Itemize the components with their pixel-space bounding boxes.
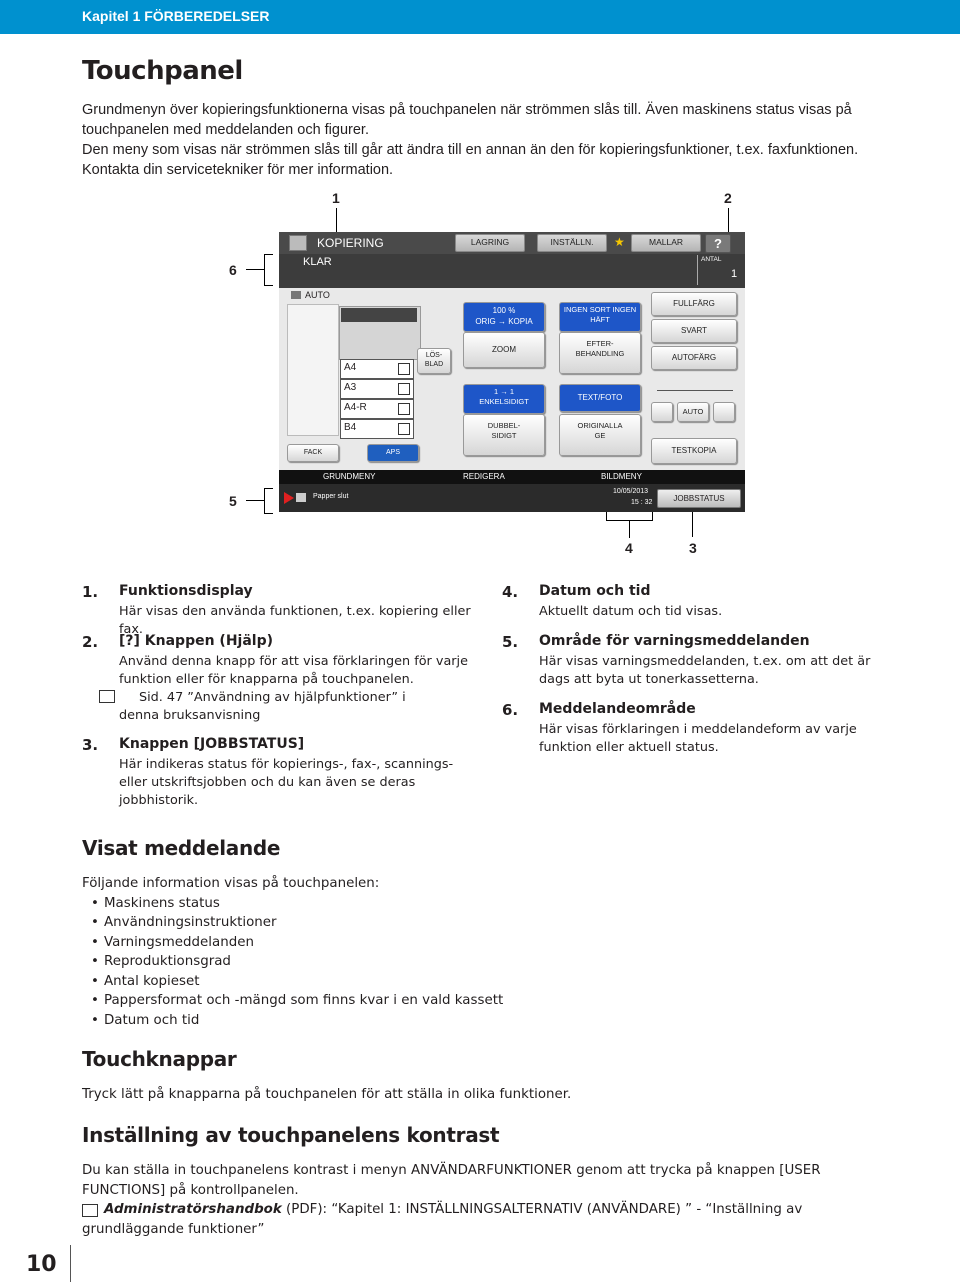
paper-icon	[398, 363, 410, 375]
copy-icon	[289, 235, 307, 251]
item-text: Här visas förklaringen i meddelandeform av varje funktion eller aktuell status.	[539, 722, 857, 755]
bracket-6	[264, 254, 273, 286]
visat-bullet-list	[82, 894, 882, 1031]
callout-6: 6	[229, 262, 237, 278]
item-text: Här visas den använda funktionen, t.ex. kopiering eller fax.	[119, 604, 471, 637]
tray-2[interactable]	[340, 379, 414, 399]
mode-title: KOPIERING	[317, 236, 384, 250]
intro-paragraph: Den meny som visas när strömmen slås till går att ändra till en annan än den för kopieringsfunktioner, t.ex. faxfunktionen. Kontakta din servicetekniker för mer information.	[82, 142, 859, 178]
tab-lagring[interactable]: LAGRING	[455, 234, 525, 252]
ref-rest: (PDF): “Kapitel 1: INSTÄLLNINGSALTERNATIV (ANVÄNDARE) ” - “Inställning av grundläggande funktioner”	[82, 1202, 803, 1237]
help-button[interactable]: ?	[705, 234, 731, 253]
list-item: • Användningsinstruktioner	[82, 913, 882, 933]
kontrast-text: Du kan ställa in touchpanelens kontrast i menyn ANVÄNDARFUNKTIONER genom att trycka på knappen [USER FUNCTIONS] på kontrollpanelen.	[82, 1163, 821, 1198]
item-title: Meddelandeområde	[539, 701, 696, 717]
callout-5: 5	[229, 493, 237, 509]
status-text: KLAR	[303, 256, 332, 268]
tray-size: B4	[344, 422, 357, 433]
visat-lead: Följande information visas på touchpanelen:	[82, 876, 380, 891]
item-number: 1.	[82, 583, 99, 601]
tab-mallar[interactable]: MALLAR	[631, 234, 701, 252]
zoom-ratio-display	[463, 302, 545, 332]
section-title-visat: Visat meddelande	[82, 836, 281, 860]
list-item: • Pappersformat och -mängd som finns kvar i en vald kassett	[82, 991, 882, 1011]
item-title: Datum och tid	[539, 583, 651, 599]
tab-bildmeny[interactable]: BILDMENY	[601, 472, 642, 481]
section-title-kontrast: Inställning av touchpanelens kontrast	[82, 1123, 500, 1147]
date-display: 10/05/2013	[613, 488, 649, 495]
warning-message: Papper slut	[313, 493, 349, 500]
darker-button[interactable]	[713, 402, 735, 422]
intro	[82, 100, 902, 180]
list-item: • Datum och tid	[82, 1011, 882, 1031]
tab-redigera[interactable]: REDIGERA	[463, 472, 505, 481]
scanner-image	[341, 308, 417, 322]
tab-installn[interactable]: INSTÄLLN.	[537, 234, 607, 252]
item-title: Område för varningsmeddelanden	[539, 633, 810, 649]
count-value: 1	[731, 268, 738, 280]
item-number: 4.	[502, 583, 519, 601]
ref-title: Administratörshandbok	[104, 1202, 282, 1217]
testkopia-button[interactable]: TESTKOPIA	[651, 438, 737, 464]
callout-line	[629, 520, 630, 538]
callout-4: 4	[625, 540, 633, 556]
page-number: 10	[26, 1252, 57, 1277]
touch-text: Tryck lätt på knapparna på touchpanelen för att ställa in olika funktioner.	[82, 1087, 572, 1102]
list-item: • Antal kopieset	[82, 972, 882, 992]
lighter-button[interactable]	[651, 402, 673, 422]
item-number: 3.	[82, 736, 99, 754]
auto-paper: AUTO	[305, 290, 330, 300]
list-item: • Maskinens status	[82, 894, 882, 914]
autofarg-button[interactable]: AUTOFÄRG	[651, 346, 737, 370]
los-blad-button[interactable]: LÖS- BLAD	[417, 348, 451, 374]
finisher-image	[287, 304, 339, 436]
paper-icon	[296, 493, 306, 502]
tray-4[interactable]	[340, 419, 414, 439]
paper-icon	[398, 383, 410, 395]
item-title: Funktionsdisplay	[119, 583, 253, 599]
page-title: Touchpanel	[82, 56, 243, 86]
item-ref-text: Sid. 47 ”Användning av hjälpfunktioner” i denna bruksanvisning	[119, 690, 406, 723]
jobbstatus-button[interactable]: JOBBSTATUS	[657, 489, 741, 508]
callout-line	[246, 269, 264, 270]
chapter-title: Kapitel 1 FÖRBEREDELSER	[82, 8, 270, 24]
callout-line	[246, 500, 264, 501]
book-icon	[99, 690, 115, 703]
orig-kopia: ORIG → KOPIA	[475, 317, 533, 326]
callout-1: 1	[332, 190, 340, 206]
duplex-button[interactable]: DUBBEL- SIDIGT	[463, 414, 545, 456]
item-text: Här visas varningsmeddelanden, t.ex. om att det är dags att byta ut tonerkassetterna.	[539, 654, 871, 687]
auto-icon	[291, 291, 301, 299]
item-number: 5.	[502, 633, 519, 651]
svart-button[interactable]: SVART	[651, 319, 737, 343]
callout-3: 3	[689, 540, 697, 556]
zoom-percent: 100 %	[492, 306, 516, 315]
original-mode-button[interactable]: ORIGINALLA GE	[559, 414, 641, 456]
page-number-rule	[70, 1245, 71, 1282]
visat-body	[82, 874, 882, 1030]
item-text: Här indikeras status för kopierings-, fax-, scannings- eller utskriftsjobben och du kan även se deras jobbhistorik.	[119, 757, 454, 808]
item-title: [?] Knappen (Hjälp)	[119, 633, 274, 649]
zoom-button[interactable]: ZOOM	[463, 332, 545, 368]
tray-1[interactable]	[340, 359, 414, 379]
fullfarg-button[interactable]: FULLFÄRG	[651, 292, 737, 316]
item-number: 2.	[82, 633, 99, 651]
item-text: Använd denna knapp för att visa förklaringen för varje funktion eller för knapparna på touchpanelen.	[119, 654, 468, 687]
fack-button[interactable]: FACK	[287, 444, 339, 462]
bracket-5	[264, 488, 273, 514]
kontrast-ref	[82, 1200, 882, 1239]
list-item: • Varningsmeddelanden	[82, 933, 882, 953]
star-icon: ★	[614, 235, 625, 249]
count-label: ANTAL	[701, 256, 722, 263]
callout-2: 2	[724, 190, 732, 206]
tray-3[interactable]	[340, 399, 414, 419]
item-title: Knappen [JOBBSTATUS]	[119, 736, 305, 752]
book-icon	[82, 1204, 98, 1217]
time-display: 15 : 32	[631, 499, 653, 506]
tab-grundmeny[interactable]: GRUNDMENY	[323, 472, 376, 481]
efterbehandling-button[interactable]: EFTER- BEHANDLING	[559, 332, 641, 374]
message-area	[279, 254, 745, 288]
intro-paragraph: Grundmenyn över kopieringsfunktionerna visas på touchpanelen när strömmen slås till. Även maskinens status visas på touchpanelen med meddelanden och figurer.	[82, 102, 852, 138]
aps-button[interactable]: APS	[367, 444, 419, 462]
item-ref	[119, 689, 449, 725]
tray-size: A4	[344, 362, 357, 373]
item-text: Aktuellt datum och tid visas.	[539, 604, 723, 619]
list-item: • Reproduktionsgrad	[82, 952, 882, 972]
item-number: 6.	[502, 701, 519, 719]
tray-size: A4-R	[344, 402, 367, 413]
section-title-touch: Touchknappar	[82, 1047, 237, 1071]
tray-size: A3	[344, 382, 357, 393]
touchpanel-screenshot	[279, 232, 745, 512]
divider	[697, 255, 698, 285]
finishing-display: INGEN SORT INGEN HÄFT	[559, 302, 641, 332]
warning-icon	[284, 492, 294, 504]
simplex-button[interactable]: 1 → 1 ENKELSIDIGT	[463, 384, 545, 414]
text-foto-display: TEXT/FOTO	[559, 384, 641, 412]
paper-icon	[398, 403, 410, 415]
density-scale	[657, 382, 733, 391]
paper-icon	[398, 423, 410, 435]
auto-density-button[interactable]: AUTO	[677, 402, 709, 422]
callout-line	[336, 208, 337, 234]
chapter-header	[0, 0, 960, 34]
